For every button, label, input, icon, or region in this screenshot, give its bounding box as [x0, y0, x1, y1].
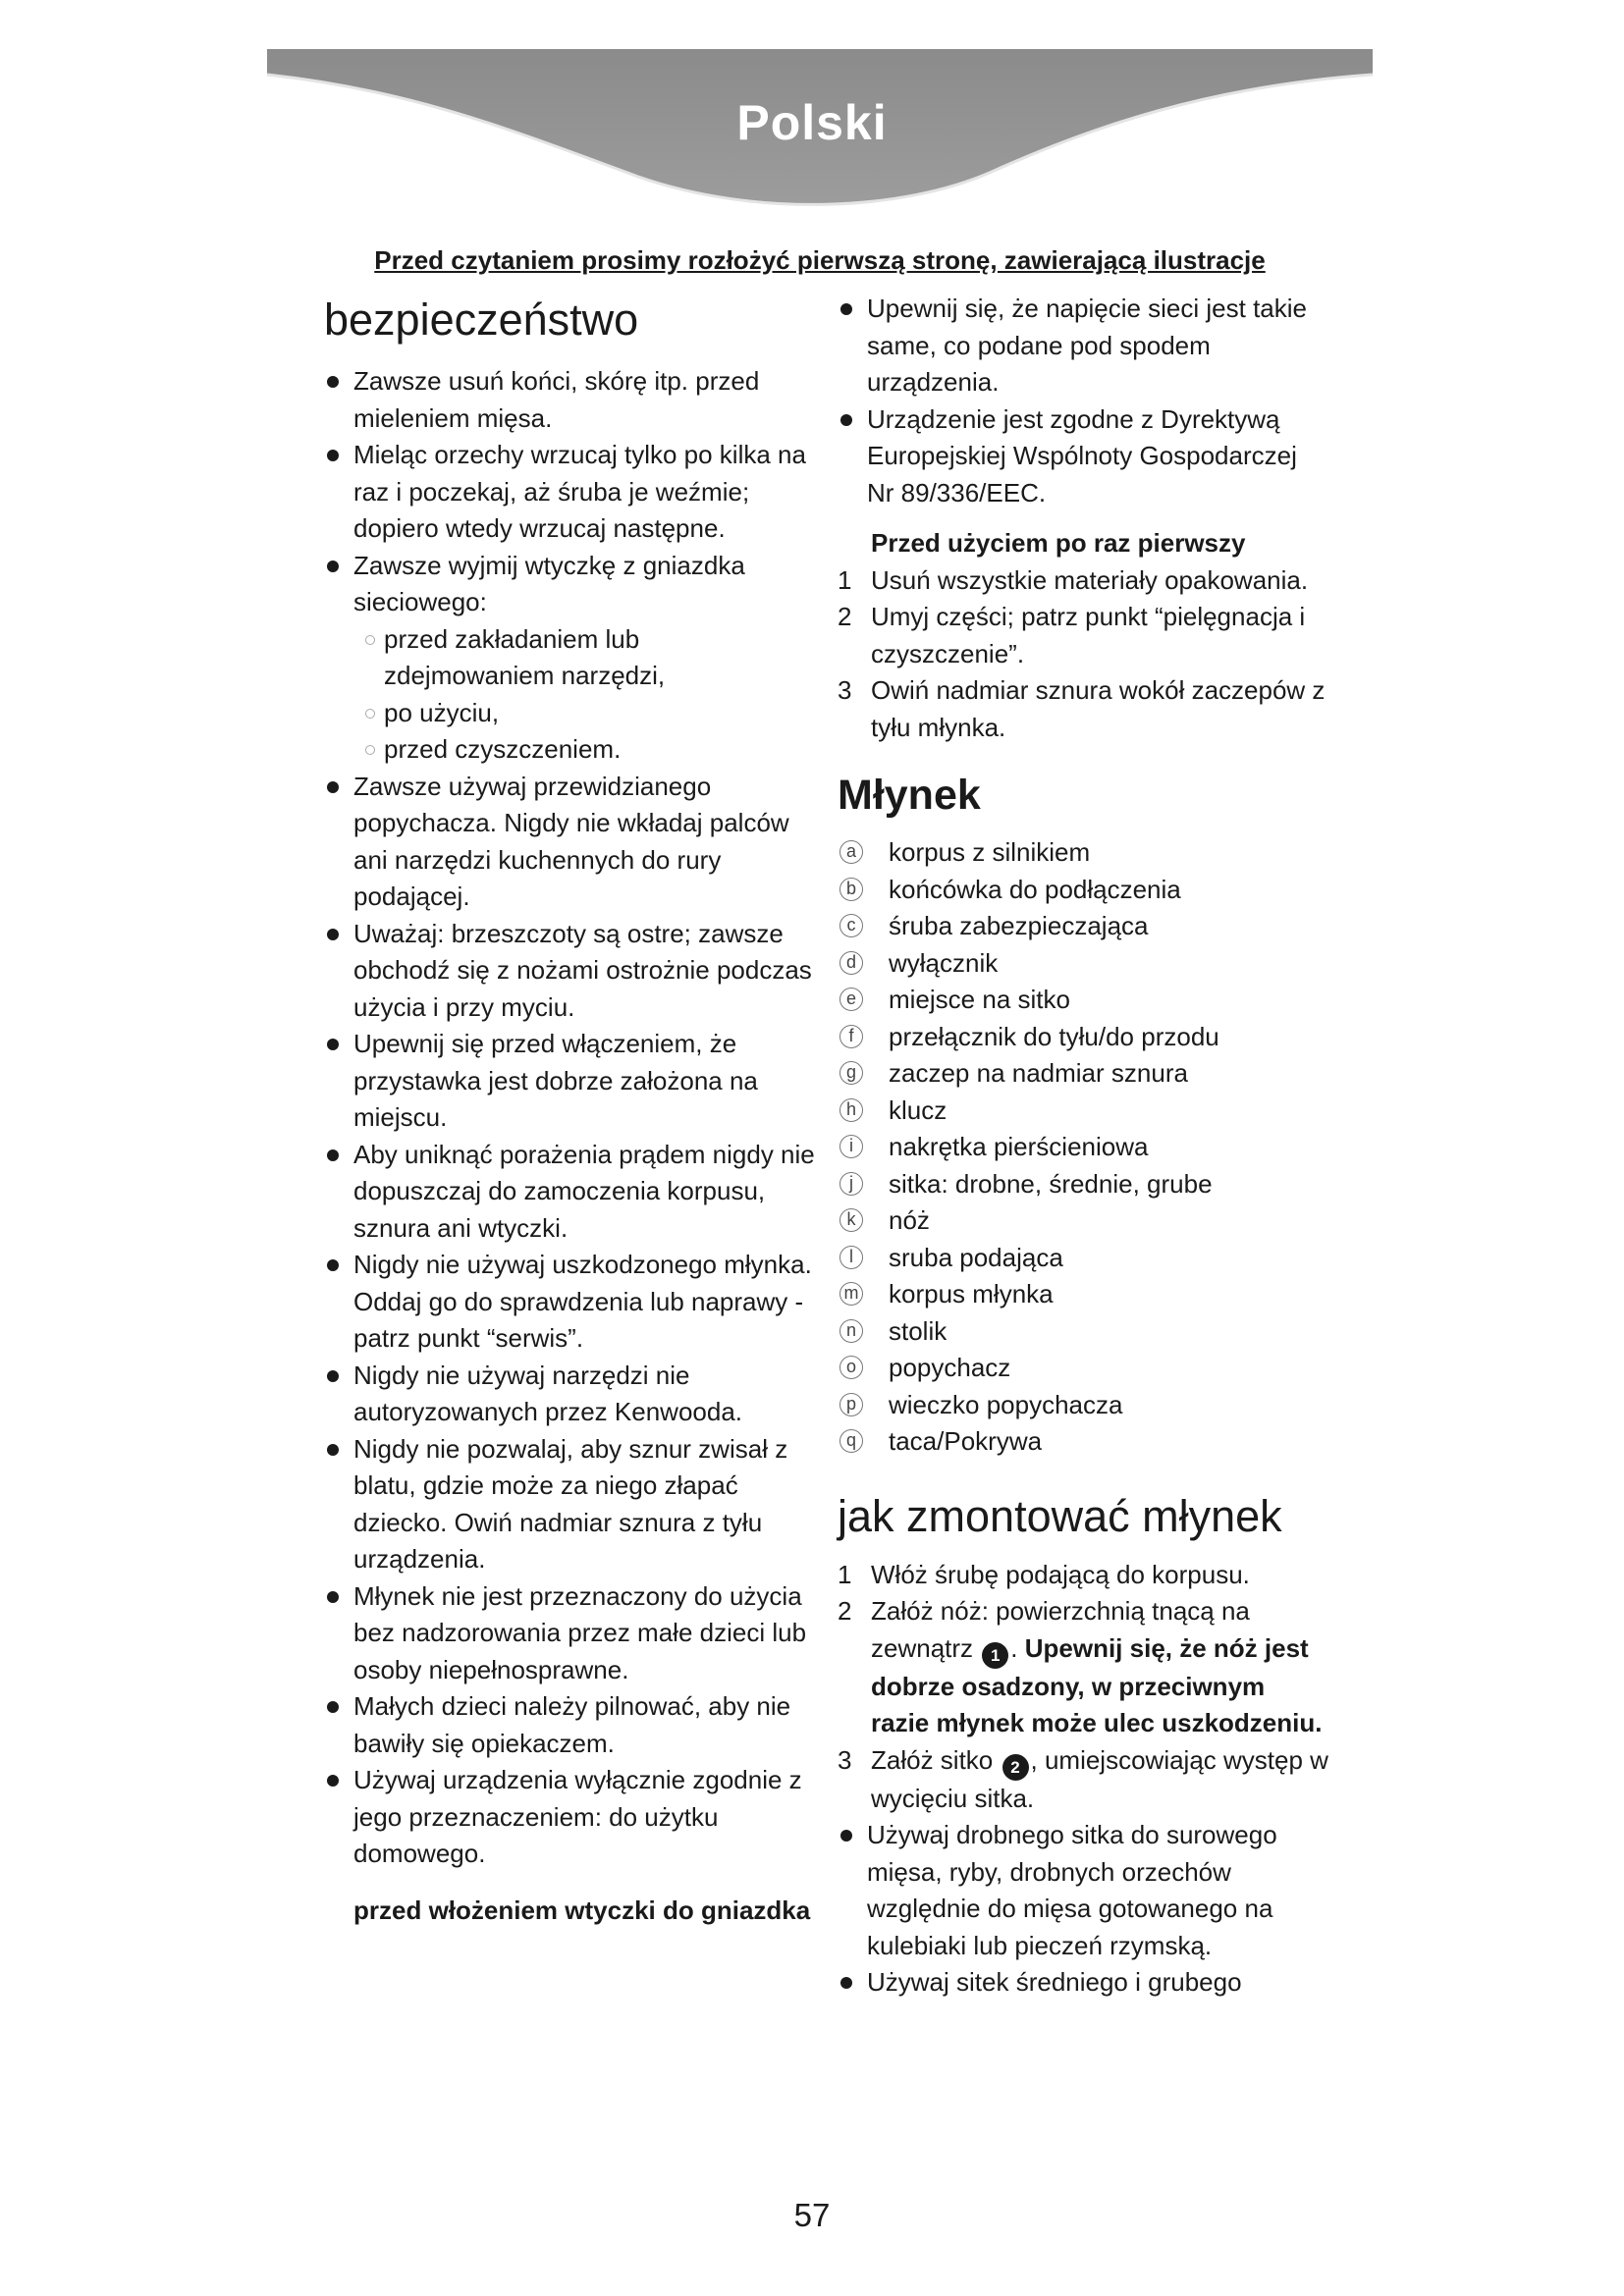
part-text: stolik: [889, 1315, 947, 1346]
list-item-text: Zawsze wyjmij wtyczkę z gniazdka sieciowego:: [353, 550, 745, 616]
step-text: Włóż śrubę podającą do korpusu.: [871, 1559, 1250, 1589]
part-text: sruba podająca: [889, 1242, 1063, 1272]
list-item: Zawsze używaj przewidzianego popychacza. Nigdy nie wkładaj palców ani narzędzi kuchennych do rury podającej.: [324, 769, 815, 916]
part-text: nakrętka pierścieniowa: [889, 1132, 1149, 1161]
step-text: Usuń wszystkie materiały opakowania.: [871, 564, 1309, 595]
part-text: sitka: drobne, średnie, grube: [889, 1168, 1213, 1199]
parts-list: [838, 834, 1328, 1461]
list-item: Uważaj: brzeszczoty są ostre; zawsze obchodź się z nożami ostrożnie podczas użycia i przy myciu.: [324, 916, 815, 1027]
part-text: wieczko popychacza: [889, 1389, 1123, 1419]
part-letter-icon: a: [839, 840, 863, 864]
part-letter-icon: e: [839, 988, 863, 1011]
assembly-steps: [838, 1557, 1328, 1818]
assembly-bullets: [838, 1817, 1328, 2002]
part-item: [838, 1129, 1328, 1166]
step-number: 1: [838, 1559, 852, 1589]
part-text: końcówka do podłączenia: [889, 874, 1181, 904]
step-number: 3: [838, 675, 852, 705]
step-number: 3: [838, 1744, 852, 1775]
part-text: taca/Pokrywa: [889, 1426, 1043, 1456]
part-text: popychacz: [889, 1353, 1011, 1382]
list-item: Używaj sitek średniego i grubego: [838, 1964, 1328, 2002]
part-letter-icon: h: [839, 1098, 863, 1122]
part-item: [838, 1423, 1328, 1461]
right-column: [838, 291, 1328, 2002]
step-item: [838, 562, 1328, 600]
sub-list-item: przed czyszczeniem.: [353, 731, 815, 769]
part-letter-icon: f: [839, 1025, 863, 1048]
mlynek-heading: Młynek: [838, 772, 981, 819]
left-column: [324, 291, 815, 1929]
part-text: wyłącznik: [889, 947, 999, 978]
list-item: Upewnij się, że napięcie sieci jest takie same, co podane pod spodem urządzenia.: [838, 291, 1328, 401]
list-item: Zawsze usuń końci, skórę itp. przed mieleniem mięsa.: [324, 363, 815, 437]
part-letter-icon: i: [839, 1135, 863, 1158]
part-item: [838, 1240, 1328, 1277]
list-item: Mieląc orzechy wrzucaj tylko po kilka na raz i poczekaj, aż śruba je weźmie; dopiero wtedy wrzucaj następne.: [324, 437, 815, 548]
part-text: miejsce na sitko: [889, 985, 1070, 1014]
part-letter-icon: n: [839, 1319, 863, 1343]
part-text: przełącznik do tyłu/do przodu: [889, 1021, 1219, 1051]
part-item: [838, 1387, 1328, 1424]
part-item: [838, 872, 1328, 909]
part-letter-icon: o: [839, 1356, 863, 1379]
part-letter-icon: l: [839, 1246, 863, 1269]
part-letter-icon: j: [839, 1172, 863, 1196]
step-text-after: , umiejscowiając występ w wycięciu sitka.: [871, 1744, 1328, 1813]
part-item: [838, 908, 1328, 945]
part-item: [838, 1055, 1328, 1093]
list-item: Nigdy nie używaj narzędzi nie autoryzowanych przez Kenwooda.: [324, 1358, 815, 1431]
before-plug-list: [838, 291, 1328, 511]
part-text: nóż: [889, 1205, 930, 1235]
figure-1-badge: 1: [982, 1642, 1008, 1669]
step-item: [838, 1742, 1328, 1818]
sub-list-item: przed zakładaniem lub zdejmowaniem narzędzi,: [353, 621, 815, 695]
part-item: [838, 1276, 1328, 1313]
step-number: 1: [838, 564, 852, 595]
part-item: [838, 982, 1328, 1019]
first-use-heading: Przed użyciem po raz pierwszy: [871, 528, 1246, 558]
part-item: [838, 1313, 1328, 1351]
list-item: Nigdy nie używaj uszkodzonego młynka. Oddaj go do sprawdzenia lub naprawy - patrz punkt “serwis”.: [324, 1247, 815, 1358]
illustration-notice: Przed czytaniem prosimy rozłożyć pierwszą stronę, zawierającą ilustracje: [374, 245, 1266, 275]
list-item: Aby uniknąć porażenia prądem nigdy nie dopuszczaj do zamoczenia korpusu, sznura ani wtyczki.: [324, 1137, 815, 1248]
step-number: 2: [838, 602, 852, 631]
step-warning: Upewnij się, że nóż jest dobrze osadzony, w przeciwnym razie młynek może ulec uszkodzeniu.: [871, 1632, 1323, 1737]
part-text: korpus z silnikiem: [889, 837, 1091, 867]
list-item-unplug: [324, 548, 815, 769]
step-text: Owiń nadmiar sznura wokół zaczepów z tyłu młynka.: [871, 675, 1326, 742]
part-text: śruba zabezpieczająca: [889, 911, 1149, 940]
part-item: [838, 1202, 1328, 1240]
list-item: Upewnij się przed włączeniem, że przystawka jest dobrze założona na miejscu.: [324, 1026, 815, 1137]
part-item: [838, 1019, 1328, 1056]
part-letter-icon: q: [839, 1429, 863, 1453]
part-text: zaczep na nadmiar sznura: [889, 1058, 1188, 1088]
unplug-sublist: [353, 621, 815, 769]
step-item: [838, 599, 1328, 672]
part-letter-icon: d: [839, 951, 863, 975]
part-letter-icon: p: [839, 1393, 863, 1416]
part-letter-icon: g: [839, 1061, 863, 1085]
part-item: [838, 1350, 1328, 1387]
figure-2-badge: 2: [1002, 1754, 1029, 1781]
list-item: Urządzenie jest zgodne z Dyrektywą Europejskiej Wspólnoty Gospodarczej Nr 89/336/EEC.: [838, 401, 1328, 512]
part-item: [838, 945, 1328, 983]
step-item: 2 Załóż nóż: powierzchnią tnącą na zewnątrz 1 . Upewnij się, że nóż jest dobrze osadzony, w przeciwnym razie młynek może ulec uszkodzeniu.: [838, 1593, 1328, 1742]
page-number: 57: [793, 2197, 831, 2233]
part-text: klucz: [889, 1095, 947, 1125]
part-letter-icon: c: [839, 914, 863, 937]
step-item: [838, 1557, 1328, 1594]
part-letter-icon: m: [839, 1282, 863, 1306]
banner-title: Polski: [736, 95, 888, 150]
step-item: [838, 672, 1328, 746]
part-text: korpus młynka: [889, 1279, 1054, 1308]
list-item: Małych dzieci należy pilnować, aby nie bawiły się opiekaczem.: [324, 1688, 815, 1762]
step-text: Umyj części; patrz punkt “pielęgnacja i czyszczenie”.: [871, 602, 1306, 668]
part-item: [838, 1166, 1328, 1203]
sub-list-item: po użyciu,: [353, 695, 815, 732]
part-item: [838, 1093, 1328, 1130]
part-item: [838, 834, 1328, 872]
first-use-steps: [838, 562, 1328, 747]
part-letter-icon: k: [839, 1208, 863, 1232]
list-item: Młynek nie jest przeznaczony do użycia bez nadzorowania przez małe dzieci lub osoby niepełnosprawne.: [324, 1578, 815, 1689]
list-item: Używaj urządzenia wyłącznie zgodnie z jego przeznaczeniem: do użytku domowego.: [324, 1762, 815, 1873]
before-plug-heading: przed włożeniem wtyczki do gniazdka: [353, 1895, 811, 1925]
assembly-heading: jak zmontować młynek: [838, 1490, 1282, 1541]
part-letter-icon: b: [839, 878, 863, 901]
safety-heading: bezpieczeństwo: [324, 294, 639, 345]
step-text: Załóż sitko: [871, 1744, 994, 1775]
header-banner: [0, 0, 1624, 236]
safety-list: [324, 363, 815, 1873]
list-item: Nigdy nie pozwalaj, aby sznur zwisał z blatu, gdzie może za niego złapać dziecko. Owiń nadmiar sznura z tyłu urządzenia.: [324, 1431, 815, 1578]
step-text: Załóż nóż: powierzchnią tnącą na zewnątrz: [871, 1596, 1250, 1663]
step-number: 2: [838, 1596, 852, 1626]
list-item: Używaj drobnego sitka do surowego mięsa, ryby, drobnych orzechów względnie do mięsa gotowanego na kulebiaki lub pieczeń rzymską.: [838, 1817, 1328, 1964]
